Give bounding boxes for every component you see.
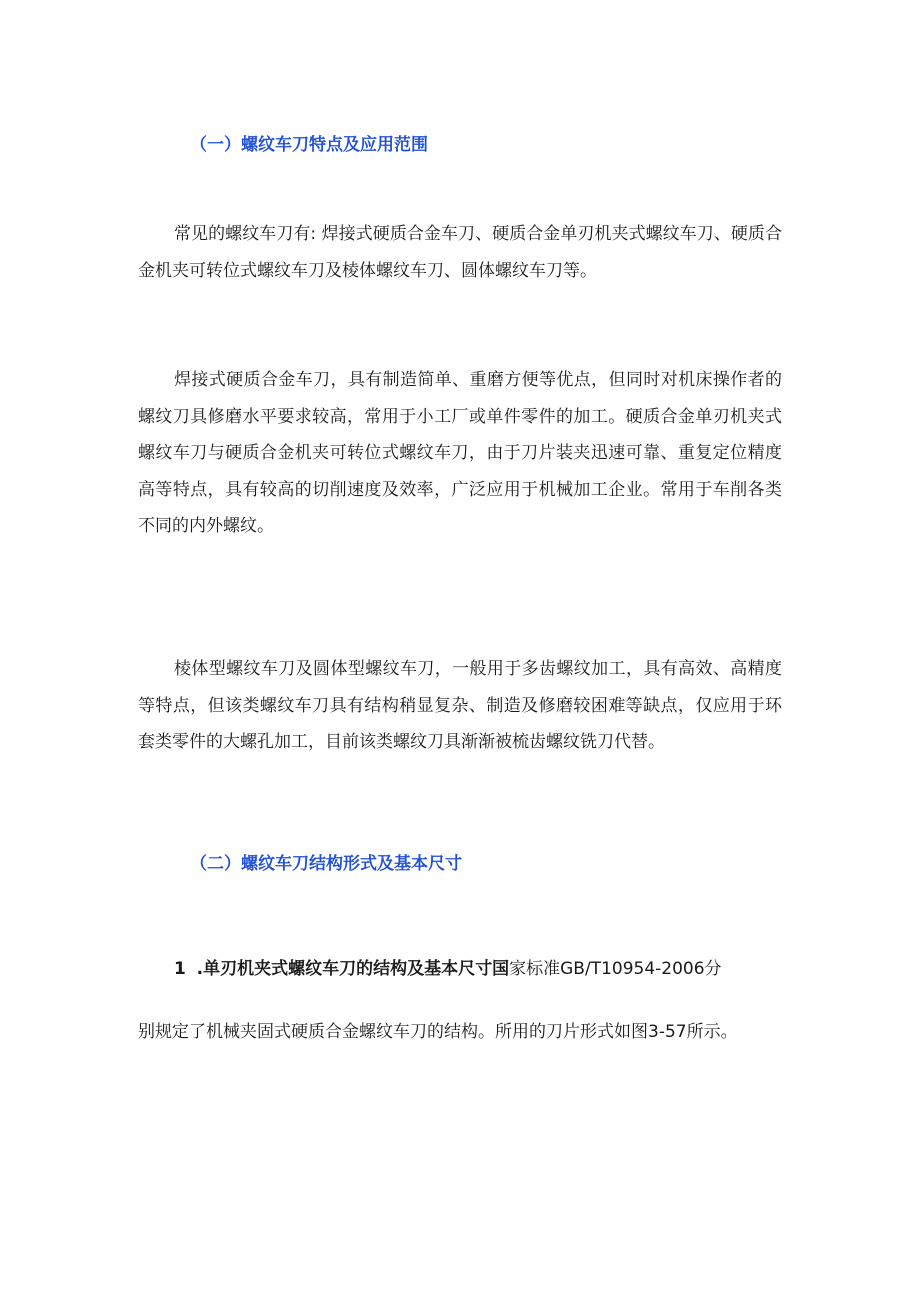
item-text-cont: 家标准GB/T10954-2006分 xyxy=(509,959,722,979)
item-title: .单刃机夹式螺纹车刀的结构及基本尺寸国 xyxy=(196,959,510,979)
item-number: 1 xyxy=(174,959,186,979)
paragraph-1: 常见的螺纹车刀有: 焊接式硬质合金车刀、硬质合金单刃机夹式螺纹车刀、硬质合金机夹可转位式螺纹车刀及棱体螺纹车刀、圆体螺纹车刀等。 xyxy=(138,224,782,281)
paragraph-3: 棱体型螺纹车刀及圆体型螺纹车刀，一般用于多齿螺纹加工，具有高效、高精度等特点，但该类螺纹车刀具有结构稍显复杂、制造及修磨较困难等缺点，仅应用于环套类零件的大螺孔加工，目前该类螺纹刀具渐渐被梳齿螺纹铣刀代替。 xyxy=(138,659,782,752)
item-1-line-2: 别规定了机械夹固式硬质合金螺纹车刀的结构。所用的刀片形式如图3-57所示。 xyxy=(138,1022,738,1042)
section-heading-2: （二）螺纹车刀结构形式及基本尺寸 xyxy=(190,854,462,874)
item-1-line xyxy=(174,954,722,979)
paragraph-2: 焊接式硬质合金车刀，具有制造简单、重磨方便等优点，但同时对机床操作者的螺纹刀具修磨水平要求较高，常用于小工厂或单件零件的加工。硬质合金单刃机夹式螺纹车刀与硬质合金机夹可转位式螺纹车刀，由于刀片装夹迅速可靠、重复定位精度高等特点，具有较高的切削速度及效率，广泛应用于机械加工企业。常用于车削各类不同的内外螺纹。 xyxy=(138,370,782,536)
section-heading-1: （一）螺纹车刀特点及应用范围 xyxy=(190,135,428,155)
